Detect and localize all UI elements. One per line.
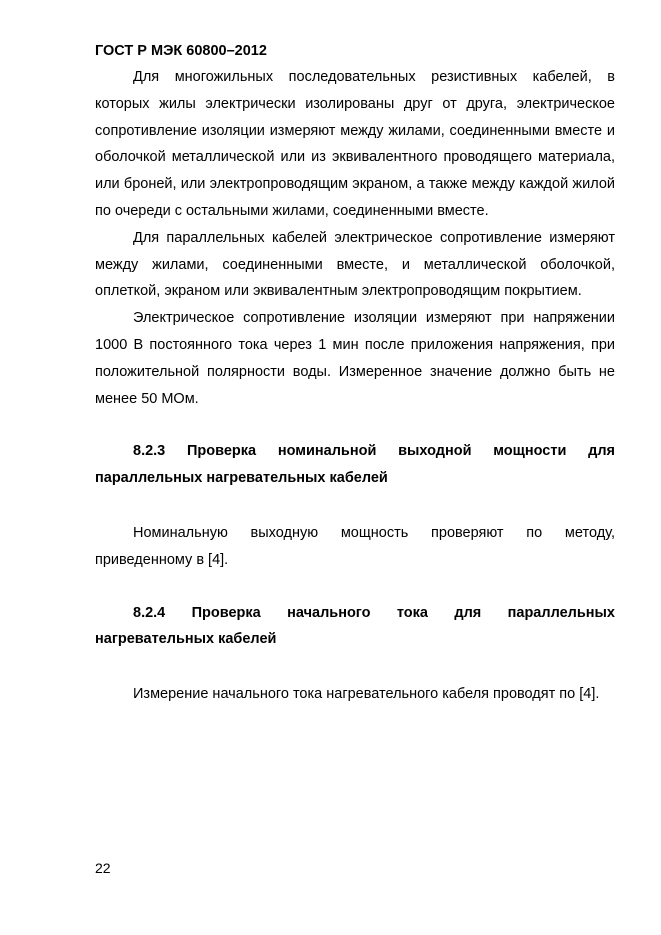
spacer [95, 412, 615, 438]
paragraph-insulation-test: Электрическое сопротивление изоляции измеряют при напряжении 1000 В постоянного тока через 1 мин после приложения напряжения, при положительной полярности воды. Измеренное значение должно быть не менее 50 МОм. [95, 310, 615, 407]
section-heading-8-2-3: 8.2.3 Проверка номинальной выходной мощности для параллельных нагревательных кабелей [95, 443, 615, 487]
paragraph-parallel-cables: Для параллельных кабелей электрическое сопротивление измеряют между жилами, соединенными вместе, и металлической оболочкой, оплеткой, экраном или эквивалентным электропроводящим покрытием. [95, 229, 615, 300]
spacer [95, 574, 615, 600]
section-heading-8-2-4: 8.2.4 Проверка начального тока для параллельных нагревательных кабелей [95, 604, 615, 648]
paragraph-multicore-cables: Для многожильных последовательных резистивных кабелей, в которых жилы электрически изолированы друг от друга, электрическое сопротивление изоляции измеряют между жилами, соединенными вместе и оболочкой металлической или из эквивалентного проводящего материала, или броней, или электропроводящим экраном, а также между каждой жилой по очереди с остальными жилами, соединенными вместе. [95, 69, 615, 219]
page-number: 22 [95, 860, 111, 876]
spacer [95, 492, 615, 520]
section-body-8-2-4: Измерение начального тока нагревательного кабеля проводят по [4]. [133, 686, 600, 703]
section-body-8-2-3: Номинальную выходную мощность проверяют по методу, приведенному в [4]. [95, 524, 615, 568]
standard-header: ГОСТ Р МЭК 60800–2012 [95, 43, 267, 59]
spacer [95, 653, 615, 681]
